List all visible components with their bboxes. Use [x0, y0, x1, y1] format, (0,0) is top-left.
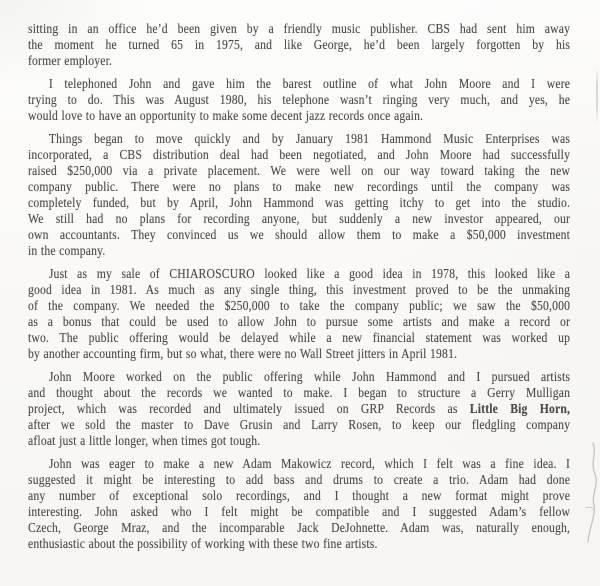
text-line: incorporated, a CBS distribution deal had been negotiated, and John Moore had successfully — [28, 148, 571, 163]
text-line: after we sold the master to Dave Grusin and Larry Rosen, to keep our fledgling company — [28, 418, 571, 433]
text-line: suggested it might be interesting to add bass and drums to create a trio. Adam had done — [28, 473, 571, 488]
paragraph — [28, 370, 570, 450]
text-line: sitting in an office he’d been given by a friendly music publisher. CBS had sent him away — [28, 22, 571, 37]
text-line: interesting. John asked who I felt might be compatible and I suggested Adam’s fellow — [28, 505, 571, 520]
scan-artifact-hair — [588, 443, 596, 542]
text-line: the moment he turned 65 in 1975, and like George, he’d been largely forgotten by his — [28, 38, 571, 53]
text-line: as a bonus that could be used to allow John to pursue some artists and make a record or — [28, 315, 571, 330]
text-line: enthusiastic about the possibility of working with these two fine artists. — [28, 537, 378, 552]
text-line: own accountants. They convinced us we should allow them to make a $50,000 investment — [28, 228, 571, 243]
page-text-block — [28, 22, 570, 553]
scan-artifact-streak — [596, 68, 598, 124]
text-line: two. The public offering would be delayed while a new financial statement was worked up — [28, 331, 571, 346]
paragraph — [28, 132, 570, 260]
text-line: Things began to move quickly and by January 1981 Hammond Music Enterprises was — [48, 132, 571, 147]
scan-artifact-speck — [586, 507, 593, 509]
text-line: Czech, George Mraz, and the incomparable Jack DeJohnette. Adam was, naturally enough, — [28, 521, 571, 536]
text-line: of the company. We needed the $250,000 to take the company public; we saw the $50,000 — [28, 299, 571, 314]
text-line — [28, 402, 570, 418]
text-line: former employer. — [28, 54, 113, 69]
text-line: good idea in 1981. As much as any single thing, this investment proved to be the unmaking — [28, 283, 571, 298]
paragraph — [28, 22, 570, 70]
text-line: by another accounting firm, but so what, there were no Wall Street jitters in April 1981. — [28, 347, 458, 362]
album-title-bold: Little Big Horn, — [469, 402, 571, 417]
text-line: I telephoned John and gave him the barest outline of what John Moore and I were — [48, 77, 571, 92]
paragraph — [28, 457, 570, 553]
text-line: afloat just a little longer, when times got tough. — [28, 434, 261, 449]
text-line: We still had no plans for recording anyone, but suddenly a new investor appeared, our — [28, 212, 571, 227]
text-segment: project, which was recorded and ultimately issued on GRP Records as — [28, 402, 470, 417]
text-line: Just as my sale of CHIAROSCURO looked like a good idea in 1978, this looked like a — [48, 267, 571, 282]
text-line: raised $250,000 via a private placement. We were well on our way toward taking the new — [28, 164, 571, 179]
text-line: company public. There were no plans to make new recordings until the company was — [28, 180, 571, 195]
text-line: would love to have an opportunity to make some decent jazz records once again. — [28, 109, 424, 124]
text-line: and thought about the records we wanted to make. I began to structure a Gerry Mulligan — [28, 386, 571, 401]
text-line: completely funded, but by April, John Hammond was getting itchy to get into the studio. — [28, 196, 571, 211]
paragraph — [28, 267, 570, 363]
text-line: any number of exceptional solo recordings, and I thought a new format might prove — [28, 489, 571, 504]
paragraph — [28, 77, 570, 125]
text-line: John was eager to make a new Adam Makowicz record, which I felt was a fine idea. I — [48, 457, 571, 472]
text-line: in the company. — [28, 244, 106, 259]
text-line: trying to do. This was August 1980, his telephone wasn’t ringing very much, and yes, he — [28, 93, 571, 108]
text-line: John Moore worked on the public offering while John Hammond and I pursued artists — [48, 370, 571, 385]
